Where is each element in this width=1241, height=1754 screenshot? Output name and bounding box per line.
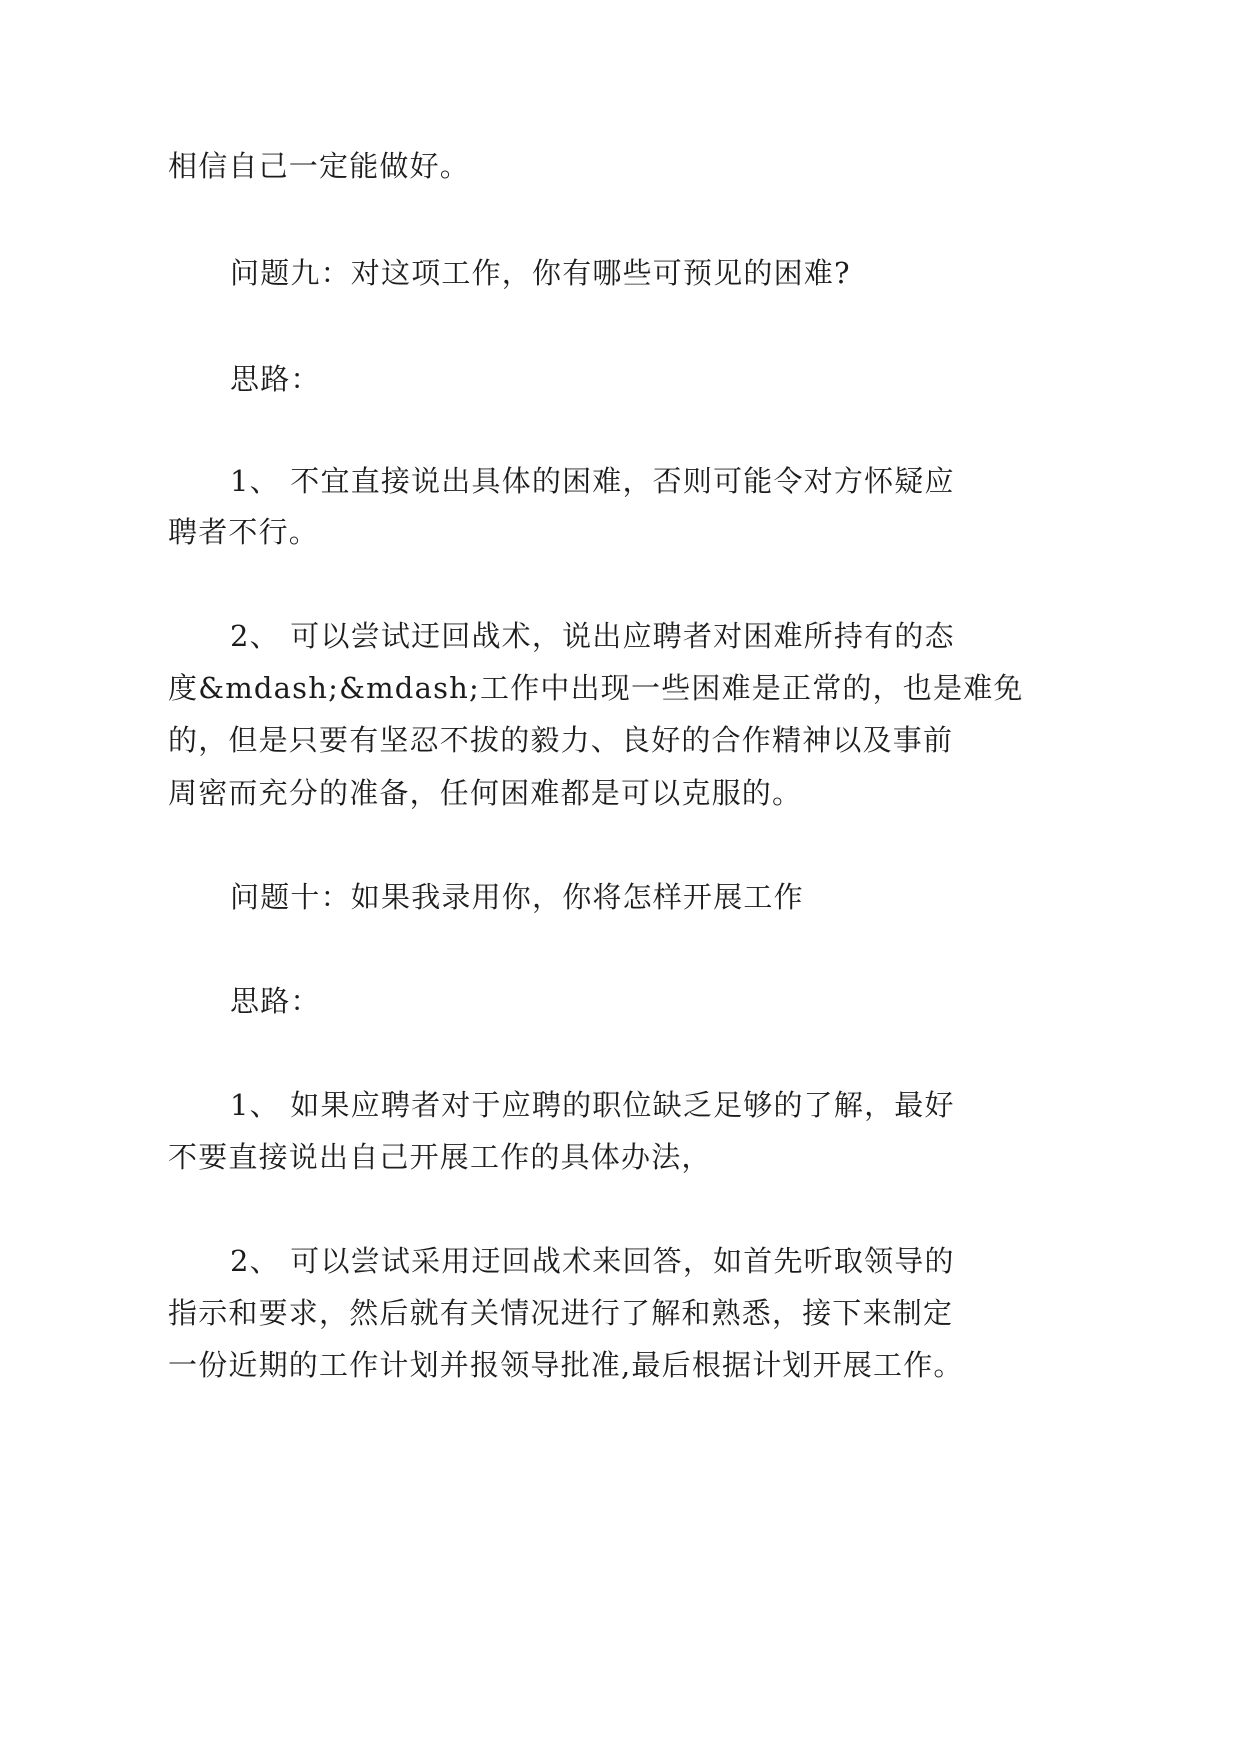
paragraph-line: 1、 不宜直接说出具体的困难，否则可能令对方怀疑应	[230, 464, 955, 498]
paragraph-line: 相信自己一定能做好。	[168, 149, 471, 183]
paragraph-line: 不要直接说出自己开展工作的具体办法，	[168, 1140, 712, 1174]
paragraph-line: 周密而充分的准备，任何困难都是可以克服的。	[168, 776, 803, 810]
paragraph-line: 的，但是只要有坚忍不拔的毅力、良好的合作精神以及事前	[168, 723, 954, 757]
paragraph-line: 度&mdash;&mdash;工作中出现一些困难是正常的，也是难免	[168, 671, 1024, 705]
paragraph-line: 2、 可以尝试采用迂回战术来回答，如首先听取领导的	[230, 1244, 955, 1278]
question-ten-heading: 问题十：如果我录用你，你将怎样开展工作	[230, 880, 804, 914]
approach-heading: 思路：	[230, 362, 321, 396]
paragraph-line: 2、 可以尝试迂回战术，说出应聘者对困难所持有的态	[230, 619, 955, 653]
approach-heading: 思路：	[230, 984, 321, 1018]
paragraph-line: 聘者不行。	[168, 515, 320, 549]
question-nine-heading: 问题九：对这项工作，你有哪些可预见的困难?	[230, 256, 851, 290]
paragraph-line: 指示和要求，然后就有关情况进行了解和熟悉，接下来制定	[168, 1296, 954, 1330]
paragraph-line: 一份近期的工作计划并报领导批准,最后根据计划开展工作。	[168, 1348, 964, 1382]
paragraph-line: 1、 如果应聘者对于应聘的职位缺乏足够的了解，最好	[230, 1088, 955, 1122]
